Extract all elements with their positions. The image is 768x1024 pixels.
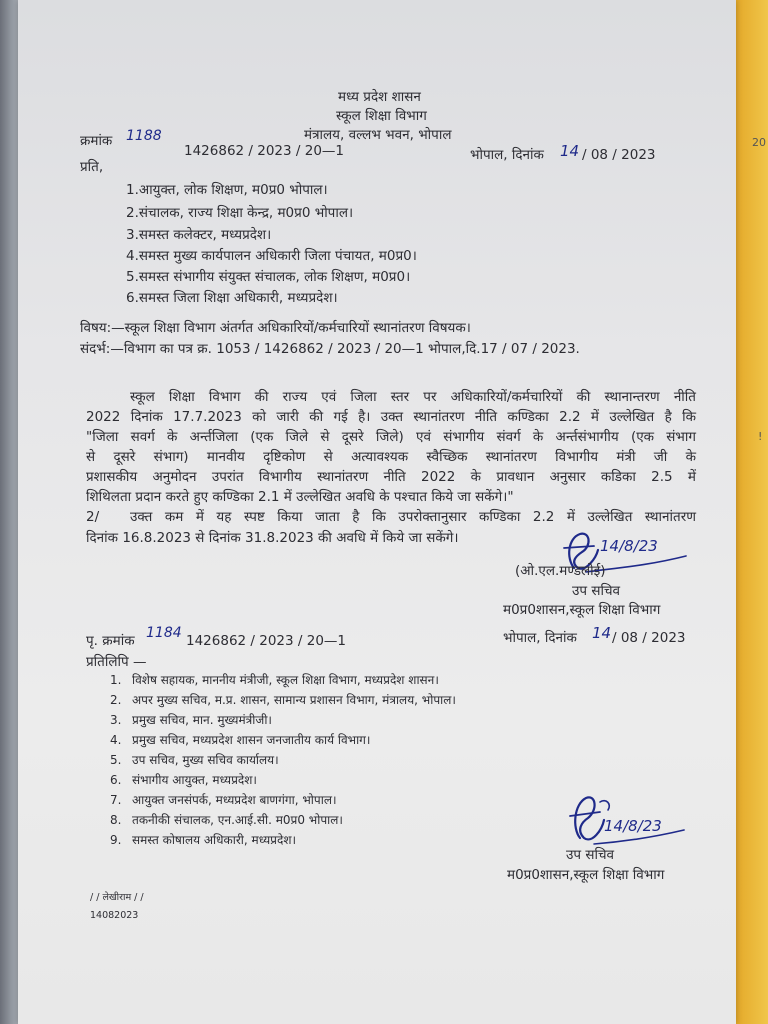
ref-file-number: 1426862 / 2023 / 20—1 xyxy=(184,143,345,159)
ref-date-suffix: / 08 / 2023 xyxy=(582,147,656,163)
ref-handwritten-day: 14 xyxy=(560,142,580,160)
recipient-1: 1.आयुक्त, लोक शिक्षण, म0प्र0 भोपाल। xyxy=(126,182,328,198)
endorsement-prefix: पृ. क्रमांक xyxy=(86,633,135,649)
yellow-background xyxy=(736,0,768,1024)
signature-1-department: म0प्र0शासन,स्कूल शिक्षा विभाग xyxy=(503,602,661,618)
recipient-3: 3.समस्त कलेक्टर, मध्यप्रदेश। xyxy=(126,227,272,243)
body-para1-line-2: 2022 दिनांक 17.7.2023 को जारी की गई है। उक्त स्थानांतरण नीति कण्डिका 2.2 में उल्लेखित है कि xyxy=(86,409,696,425)
body-para1-line-3: "जिला सवर्ग के अर्न्तजिला (एक जिले से दूसरे जिले) एवं संभागीय संवर्ग के अर्न्तसंभागीय (एक संभाग xyxy=(86,429,696,445)
ref-place-date-prefix: भोपाल, दिनांक xyxy=(470,147,544,163)
recipient-2: 2.संचालक, राज्य शिक्षा केन्द्र, म0प्र0 भोपाल। xyxy=(126,205,354,221)
endorsement-date-suffix: / 08 / 2023 xyxy=(612,630,686,646)
copy-item-6-number: 6. xyxy=(110,773,122,787)
body-para2-line-1: उक्त कम में यह स्पष्ट किया जाता है कि उपरोक्तानुसार कण्डिका 2.2 में उल्लेखित स्थानांतरण xyxy=(130,509,696,525)
margin-mark-middle: ! xyxy=(758,430,763,443)
copy-item-9-number: 9. xyxy=(110,833,122,847)
signature-2-department: म0प्र0शासन,स्कूल शिक्षा विभाग xyxy=(507,867,665,883)
body-para2-number: 2/ xyxy=(86,509,100,525)
header-line-1: मध्य प्रदेश शासन xyxy=(338,89,421,105)
copy-item-4-text: प्रमुख सचिव, मध्यप्रदेश शासन जनजातीय कार्य विभाग। xyxy=(132,733,371,747)
signature-1-handwritten-date: 14/8/23 xyxy=(600,537,658,555)
copy-item-4-number: 4. xyxy=(110,733,122,747)
copy-item-1-text: विशेष सहायक, माननीय मंत्रीजी, स्कूल शिक्षा विभाग, मध्यप्रदेश शासन। xyxy=(132,673,439,687)
copy-item-5-number: 5. xyxy=(110,753,122,767)
header-line-3: मंत्रालय, वल्लभ भवन, भोपाल xyxy=(304,127,452,143)
copy-item-7-text: आयुक्त जनसंपर्क, मध्यप्रदेश बाणगंगा, भोपाल। xyxy=(132,793,337,807)
body-para1-line-4: से दूसरे संभाग) मानवीय दृष्टिकोण से अत्यावश्यक स्वैच्छिक स्थानांतरण विभागीय मंत्री जी के xyxy=(86,449,696,465)
copy-item-2-text: अपर मुख्य सचिव, म.प्र. शासन, सामान्य प्रशासन विभाग, मंत्रालय, भोपाल। xyxy=(132,693,456,707)
copy-item-6-text: संभागीय आयुक्त, मध्यप्रदेश। xyxy=(132,773,257,787)
body-para1-line-5: प्रशासकीय अनुमोदन उपरांत विभागीय स्थानांतरण नीति 2022 के प्रावधान अनुसार कडिका 2.5 में xyxy=(86,469,696,485)
endorsement-handwritten-day: 14 xyxy=(592,624,612,642)
copy-item-1-number: 1. xyxy=(110,673,122,687)
body-para1-line-1: स्कूल शिक्षा विभाग की राज्य एवं जिला स्तर पर अधिकारियों/कर्मचारियों की स्थानान्तरण नीति xyxy=(130,389,696,405)
signature-2-designation: उप सचिव xyxy=(566,847,615,863)
copy-label: प्रतिलिपि — xyxy=(86,654,147,670)
copy-item-8-text: तकनीकी संचालक, एन.आई.सी. म0प्र0 भोपाल। xyxy=(132,813,343,827)
signature-1-designation: उप सचिव xyxy=(572,583,621,599)
reference-line: संदर्भ:—विभाग का पत्र क्र. 1053 / 1426862 / 2023 / 20—1 भोपाल,दि.17 / 07 / 2023. xyxy=(80,341,580,357)
copy-item-7-number: 7. xyxy=(110,793,122,807)
ref-handwritten-number: 1188 xyxy=(126,128,162,144)
margin-mark-top: 20 xyxy=(752,136,766,149)
signature-2-handwritten-date: 14/8/23 xyxy=(604,817,662,835)
copy-item-8-number: 8. xyxy=(110,813,122,827)
signature-1-name: (ओ.एल.मण्डलोई) xyxy=(515,563,606,579)
header-line-2: स्कूल शिक्षा विभाग xyxy=(336,108,427,124)
footer-code: 14082023 xyxy=(90,910,139,921)
recipient-6: 6.समस्त जिला शिक्षा अधिकारी, मध्यप्रदेश। xyxy=(126,290,338,306)
subject-line: विषय:—स्कूल शिक्षा विभाग अंतर्गत अधिकारियों/कर्मचारियों स्थानांतरण विषयक। xyxy=(80,320,471,336)
body-para2-line-2: दिनांक 16.8.2023 से दिनांक 31.8.2023 की अवधि में किये जा सकेंगे। xyxy=(86,530,459,546)
copy-item-3-text: प्रमुख सचिव, मान. मुख्यमंत्रीजी। xyxy=(132,713,272,727)
endorsement-handwritten-number: 1184 xyxy=(146,625,182,641)
copy-item-9-text: समस्त कोषालय अधिकारी, मध्यप्रदेश। xyxy=(132,833,297,847)
body-para1-line-6: शिथिलता प्रदान करते हुए कण्डिका 2.1 में उल्लेखित अवधि के पश्चात किये जा सकेंगे।" xyxy=(86,489,514,505)
footer-typist: / / लेखीराम / / xyxy=(90,892,144,903)
endorsement-place-date-prefix: भोपाल, दिनांक xyxy=(503,630,577,646)
copy-item-3-number: 3. xyxy=(110,713,122,727)
endorsement-file-number: 1426862 / 2023 / 20—1 xyxy=(186,633,347,649)
copy-item-2-number: 2. xyxy=(110,693,122,707)
to-label: प्रति, xyxy=(80,159,104,175)
recipient-5: 5.समस्त संभागीय संयुक्त संचालक, लोक शिक्षण, म0प्र0। xyxy=(126,269,411,285)
copy-item-5-text: उप सचिव, मुख्य सचिव कार्यालय। xyxy=(132,753,279,767)
ref-prefix: क्रमांक xyxy=(80,133,113,149)
recipient-4: 4.समस्त मुख्य कार्यपालन अधिकारी जिला पंचायत, म0प्र0। xyxy=(126,248,417,264)
